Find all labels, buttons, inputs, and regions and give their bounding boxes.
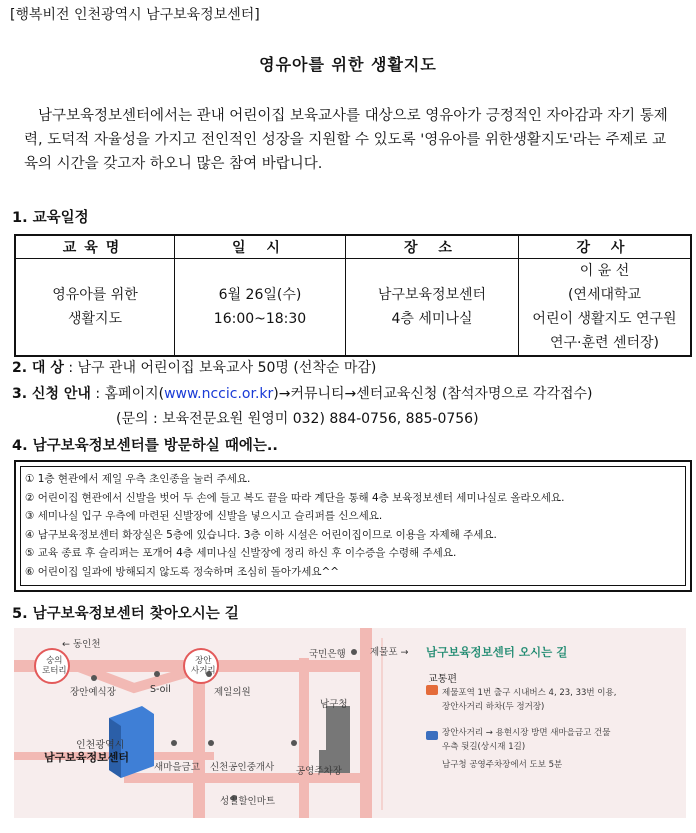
note-item: ⑤ 교육 종료 후 슬리퍼는 포개어 4층 세미나실 신발장에 정리 하신 후 이수증을 수령해 주세요. — [25, 547, 457, 560]
map-label-gongyeong: 공영주차장 — [296, 766, 342, 777]
homepage-link[interactable]: www.nccic.or.kr — [164, 386, 274, 402]
map-roads — [14, 628, 686, 818]
page-title: 영유아를 위한 생활지도 — [259, 55, 437, 74]
contact-line: (문의 : 보육전문요원 원영미 032) 884-0756, 885-0756) — [116, 411, 479, 427]
map-label-gukmin: 국민은행 — [309, 649, 346, 660]
section-directions-title: 5. 남구보육정보센터 찾아오시는 길 — [12, 606, 239, 622]
map-label-janganyesik: 장안예식장 — [70, 687, 116, 698]
map-car-line-2: 우측 뒷길(상시재 1길) — [442, 742, 526, 752]
location-map — [14, 628, 686, 818]
apply-line: 3. 신청 안내 : 홈페이지(www.nccic.or.kr)→커뮤니티→센터교육신청 (참석자명으로 각각접수) — [12, 386, 593, 402]
map-label-seongil: 성일할인마트 — [220, 796, 276, 807]
note-item: ② 어린이집 현관에서 신발을 벗어 두 손에 들고 복도 끝을 따라 계단을 통해 4층 보육정보센터 세미나실로 올라오세요. — [25, 491, 565, 504]
note-item: ③ 세미나실 입구 우측에 마련된 신발장에 신발을 넣으시고 슬리퍼를 신으세요. — [25, 510, 383, 523]
map-car-line-1: 장안사거리 → 용현시장 방면 새마을금고 건물 — [442, 728, 611, 738]
col-place: 장 소 — [346, 236, 519, 259]
map-label-jemulpo: 제물포 → — [370, 647, 409, 658]
col-lecturer: 강 사 — [519, 236, 691, 259]
schedule-table — [14, 234, 692, 357]
intro-paragraph: 남구보육정보센터에서는 관내 어린이집 보육교사를 대상으로 영유아가 긍정적인 자아감과 자기 통제력, 도덕적 자율성을 가지고 전인적인 성장을 지원할 수 있도록 '영유아를 위한생활지도'라는 주제로 교육의 시간을 갖고자 하오니 많은 참여 바랍니다. — [24, 108, 668, 172]
map-label-namgucheong: 남구청 — [320, 699, 348, 710]
map-bus-line-1: 제물포역 1번 출구 시내버스 4, 23, 33번 이용, — [442, 688, 617, 698]
col-course: 교육명 — [16, 236, 175, 259]
map-label-jangan: 장안 사거리 — [191, 656, 216, 676]
note-item: ⑥ 어린이집 일과에 방해되지 않도록 정숙하며 조심히 돌아가세요^^ — [25, 565, 340, 578]
note-item: ④ 남구보육정보센터 화장실은 5층에 있습니다. 3층 이하 시설은 어린이집이므로 이용을 자제해 주세요. — [25, 528, 497, 541]
place-cell: 남구보육정보센터 4층 세미나실 — [346, 259, 519, 356]
map-label-center-small: 인천광역시 — [76, 740, 125, 751]
header: [행복비전 인천광역시 남구보육정보센터] — [10, 7, 260, 23]
section-schedule-title: 1. 교육일정 — [12, 210, 89, 226]
map-label-sincheon: 신천공인중개사 — [210, 762, 275, 773]
map-label-dongincheon: ← 동인천 — [62, 639, 101, 650]
map-label-saemaeul: 새마을금고 — [154, 762, 200, 773]
map-label-sungui: 숭의 로터리 — [42, 656, 67, 676]
note-item: ① 1층 현관에서 제일 우측 초인종을 눌러 주세요. — [25, 473, 251, 485]
course-cell: 영유아를 위한 생활지도 — [16, 259, 175, 356]
target-line: 2. 대 상 : 남구 관내 어린이집 보육교사 50명 (선착순 마감) — [12, 360, 377, 376]
map-label-soil: S-oil — [150, 684, 171, 695]
map-right-title: 남구보육정보센터 오시는 길 — [426, 645, 568, 659]
datetime-cell: 6월 26일(수) 16:00~18:30 — [175, 259, 346, 356]
map-transport-label: 교통편 — [428, 674, 457, 685]
map-car-line-3: 남구청 공영주차장에서 도보 5분 — [442, 760, 563, 770]
col-datetime: 일 시 — [175, 236, 346, 259]
map-bus-line-2: 장안사거리 하차(두 정거장) — [442, 702, 545, 712]
visit-notes-box — [14, 460, 692, 592]
map-label-jeilclinic: 제일의원 — [214, 687, 251, 698]
lecturer-cell: 이 윤 선 (연세대학교 어린이 생활지도 연구원 연구·훈련 센터장) — [532, 263, 677, 351]
map-label-center: 남구보육정보센터 — [44, 751, 130, 764]
section-visit-title: 4. 남구보육정보센터를 방문하실 때에는.. — [12, 438, 278, 454]
